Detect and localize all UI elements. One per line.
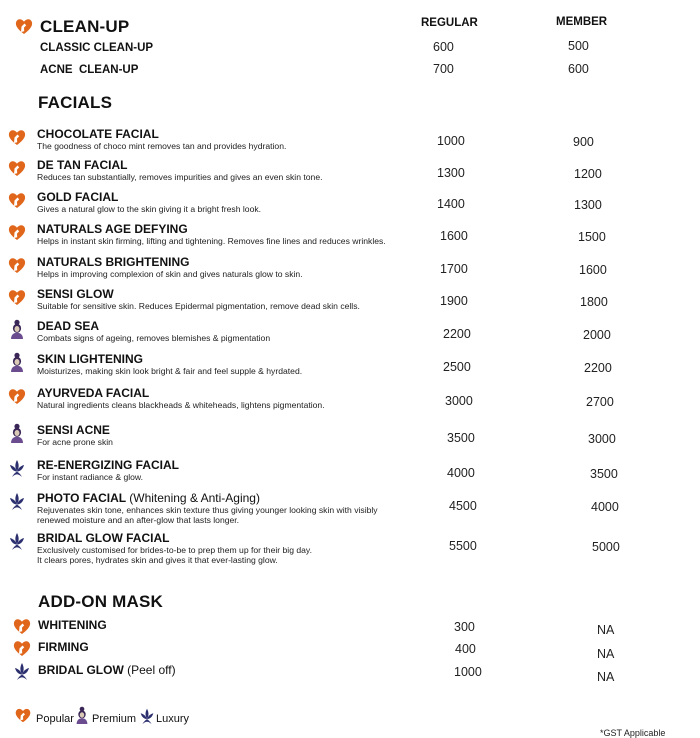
service-name: CLASSIC CLEAN-UP (40, 42, 154, 54)
service-name (37, 127, 159, 141)
service-name (37, 531, 169, 545)
service-name (37, 287, 114, 301)
price-regular: 1900 (440, 294, 468, 308)
service-name (37, 491, 260, 505)
service-description: Suitable for sensitive skin. Reduces Epidermal pigmentation, remove dead skin cells. (37, 301, 360, 311)
price-member: 1300 (574, 198, 602, 212)
service-title: NATURALS BRIGHTENING (37, 255, 190, 269)
service-title: GOLD FACIAL (37, 190, 119, 204)
service-title: SENSI ACNE (37, 423, 110, 437)
service-description: The goodness of choco mint removes tan and provides hydration. (37, 141, 287, 151)
service-title: AYURVEDA FACIAL (37, 386, 150, 400)
section-title-addon-mask: ADD-ON MASK (38, 592, 163, 611)
price-member: NA (597, 647, 615, 661)
column-header-regular: REGULAR (421, 17, 478, 29)
service-description: Combats signs of ageing, removes blemishes & pigmentation (37, 333, 271, 343)
service-description: Reduces tan substantially, removes impurities and gives an even skin tone. (37, 172, 323, 182)
price-regular: 300 (454, 620, 475, 634)
service-title: FIRMING (38, 640, 89, 654)
leaf-icon (7, 491, 27, 511)
heart-hand-icon (7, 255, 27, 275)
leaf-icon (7, 531, 27, 551)
gst-footnote: *GST Applicable (600, 728, 666, 738)
price-member: 1800 (580, 295, 608, 309)
service-title: BRIDAL GLOW (38, 663, 124, 677)
price-regular: 4500 (449, 499, 477, 513)
service-name (37, 158, 127, 172)
heart-hand-icon (7, 287, 27, 307)
price-regular: 3500 (447, 431, 475, 445)
service-description: Natural ingredients cleans blackheads & whiteheads, lightens pigmentation. (37, 400, 325, 410)
price-member: 5000 (592, 540, 620, 554)
column-header-member: MEMBER (556, 16, 608, 28)
price-member: 900 (573, 135, 594, 149)
price-member: 1200 (574, 167, 602, 181)
service-title: CHOCOLATE FACIAL (37, 127, 159, 141)
service-description: For acne prone skin (37, 437, 113, 447)
price-member: NA (597, 623, 615, 637)
price-member: 1600 (579, 263, 607, 277)
price-member: 1500 (578, 230, 606, 244)
heart-hand-icon (7, 158, 27, 178)
service-description: Helps in instant skin firming, lifting and tightening. Removes fine lines and reduces wrinkles. (37, 236, 386, 246)
service-title: SENSI GLOW (37, 287, 114, 301)
service-title: NATURALS AGE DEFYING (37, 222, 188, 236)
service-title: PHOTO FACIAL (37, 491, 126, 505)
service-name (37, 319, 99, 333)
service-title: RE-ENERGIZING FACIAL (37, 458, 180, 472)
lady-icon (7, 319, 27, 339)
price-member: 3500 (590, 467, 618, 481)
lady-icon (7, 423, 27, 443)
price-regular: 1600 (440, 229, 468, 243)
service-title: BRIDAL GLOW FACIAL (37, 531, 170, 545)
price-regular: 1700 (440, 262, 468, 276)
price-member: 4000 (591, 500, 619, 514)
service-subtitle: (Peel off) (127, 663, 176, 677)
service-title: WHITENING (38, 618, 107, 632)
heart-hand-icon (7, 190, 27, 210)
leaf-icon (7, 458, 27, 478)
service-description: Exclusively customised for brides-to-be to prep them up for their big day. (37, 545, 312, 555)
price-regular: 5500 (449, 539, 477, 553)
service-description: Rejuvenates skin tone, enhances skin texture thus giving younger looking skin with visibly (37, 505, 378, 515)
service-name (37, 458, 179, 472)
price-regular: 4000 (447, 466, 475, 480)
heart-hand-icon (7, 127, 27, 147)
service-name (38, 640, 89, 654)
price-regular: 1300 (437, 166, 465, 180)
price-regular: 400 (455, 642, 476, 656)
price-member: 2000 (583, 328, 611, 342)
price-regular: 1000 (454, 665, 482, 679)
price-regular: 700 (433, 62, 454, 76)
section-title-facials: FACIALS (38, 93, 113, 112)
lady-icon (7, 352, 27, 372)
service-subtitle: (Whitening & Anti-Aging) (129, 491, 260, 505)
legend-luxury: Luxury (156, 713, 190, 725)
price-regular: 2500 (443, 360, 471, 374)
price-regular: 1000 (437, 134, 465, 148)
price-regular: 2200 (443, 327, 471, 341)
leaf-icon (138, 707, 156, 725)
service-name (37, 352, 143, 366)
legend-premium: Premium (92, 713, 137, 725)
section-title-cleanup: CLEAN-UP (40, 17, 130, 36)
service-description: Gives a natural glow to the skin giving it a bright fresh look. (37, 204, 262, 214)
service-name (38, 618, 107, 632)
service-name (37, 255, 189, 269)
price-member: 2200 (584, 361, 612, 375)
price-regular: 1400 (437, 197, 465, 211)
leaf-icon (12, 661, 32, 681)
service-description: Helps in improving complexion of skin and gives naturals glow to skin. (37, 269, 303, 279)
service-name (38, 663, 176, 677)
legend-popular: Popular (36, 713, 74, 725)
heart-hand-icon (14, 706, 32, 724)
price-regular: 600 (433, 40, 454, 54)
service-name (37, 222, 188, 236)
lady-icon (73, 706, 91, 724)
heart-hand-icon (12, 616, 32, 636)
price-member: 600 (568, 62, 589, 76)
price-member: 3000 (588, 432, 616, 446)
heart-hand-icon (14, 16, 34, 36)
price-member: 500 (568, 39, 589, 53)
service-description: It clears pores, hydrates skin and gives it that ever-lasting glow. (37, 555, 278, 565)
service-title: SKIN LIGHTENING (37, 352, 144, 366)
price-member: 2700 (586, 395, 614, 409)
service-name (37, 386, 149, 400)
service-description: Moisturizes, making skin look bright & fair and feel supple & hyrdated. (37, 366, 303, 376)
service-description: renewed moisture and an after-glow that lasts longer. (37, 515, 240, 525)
heart-hand-icon (7, 386, 27, 406)
price-regular: 3000 (445, 394, 473, 408)
service-description: For instant radiance & glow. (37, 472, 144, 482)
service-title: DE TAN FACIAL (37, 158, 128, 172)
service-name: ACNE CLEAN-UP (40, 64, 139, 76)
heart-hand-icon (12, 638, 32, 658)
service-title: DEAD SEA (37, 319, 100, 333)
heart-hand-icon (7, 222, 27, 242)
service-name (37, 423, 110, 437)
price-member: NA (597, 670, 615, 684)
service-name (37, 190, 118, 204)
